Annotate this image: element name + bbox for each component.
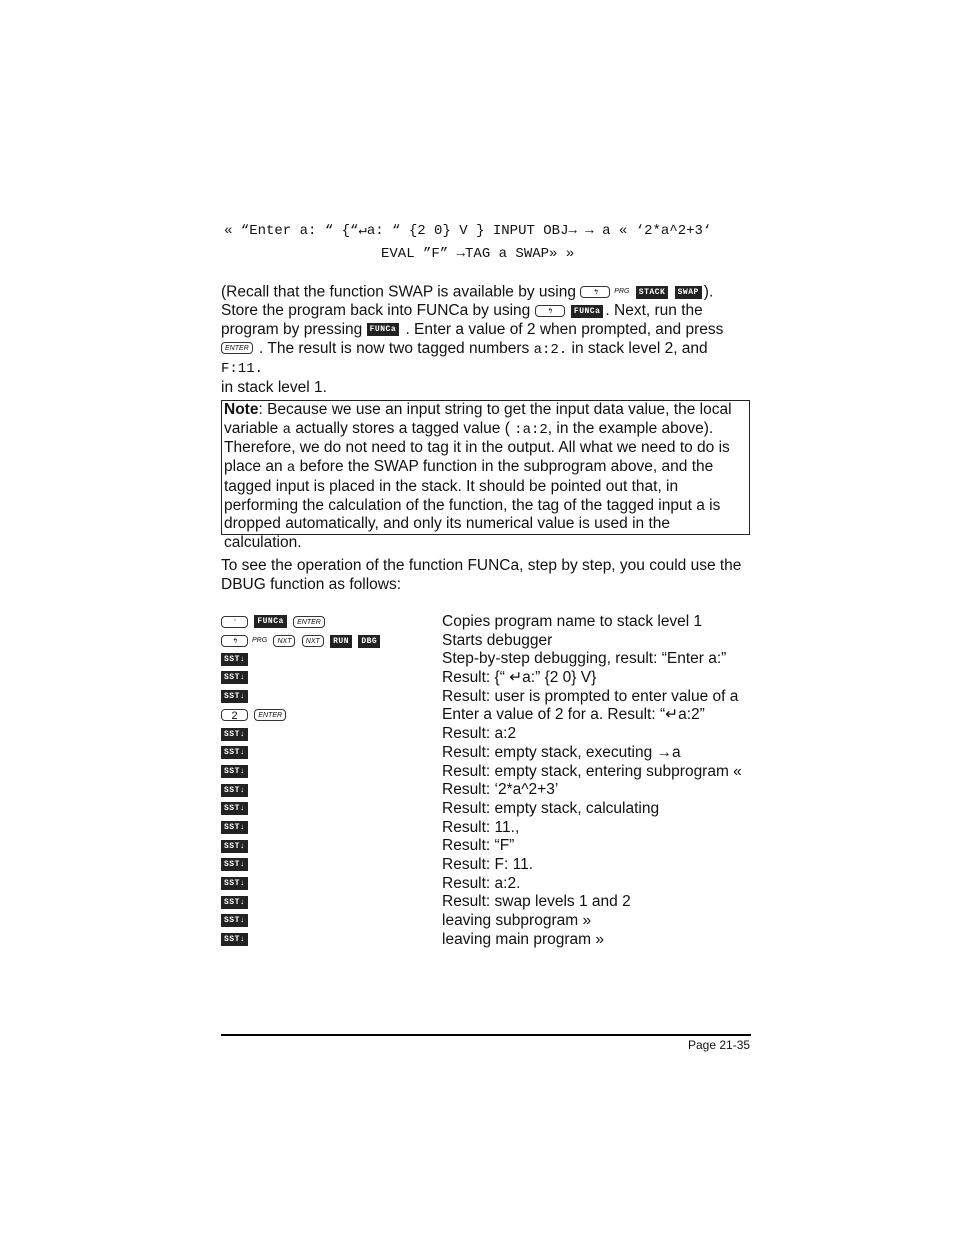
table-row	[221, 632, 761, 651]
sst-softkey-icon: SST↓	[221, 802, 248, 815]
footer-rule	[221, 1034, 751, 1036]
nxt-key-icon: NXT	[273, 635, 295, 647]
step-description: Result: user is prompted to enter value of a	[442, 687, 739, 705]
step-description: leaving main program »	[442, 930, 604, 948]
two-key-icon: 2	[221, 709, 248, 721]
inline-code: :a:2	[514, 421, 548, 438]
text: To see the operation of the function FUNCa, step by step, you could use the	[221, 557, 742, 574]
step-description: Result: empty stack, entering subprogram «	[442, 762, 742, 780]
table-row	[221, 688, 761, 707]
table-row	[221, 912, 761, 931]
table-row	[221, 669, 761, 688]
sst-softkey-icon: SST↓	[221, 933, 248, 946]
funca-softkey-icon: FUNCa	[367, 323, 400, 336]
sst-softkey-icon: SST↓	[221, 784, 248, 797]
sst-softkey-icon: SST↓	[221, 690, 248, 703]
paragraph-recall	[221, 283, 753, 398]
left-shift-key-icon: ↰	[221, 635, 248, 647]
sst-softkey-icon: SST↓	[221, 728, 248, 741]
text: . The result is now two tagged numbers	[259, 339, 530, 357]
text: Store the program back into FUNCa by using	[221, 302, 531, 320]
step-description: Result: a:2.	[442, 874, 521, 892]
text: : Because we use an input string to get the input data value, the local variable	[224, 401, 732, 437]
sst-softkey-icon: SST↓	[221, 840, 248, 853]
code-line-1: « “Enter a: “ {“↵a: “ {2 0} V } INPUT OBJ→ → a « ‘2*a^2+3‘	[224, 223, 712, 239]
code-line-2: EVAL ”F” →TAG a SWAP» »	[381, 246, 575, 262]
table-row	[221, 931, 761, 950]
step-description: Result: F: 11.	[442, 855, 534, 873]
enter-key-icon: ENTER	[254, 709, 286, 721]
step-description: Result: empty stack, calculating	[442, 799, 660, 817]
table-row	[221, 800, 761, 819]
table-row	[221, 744, 761, 763]
step-description: leaving subprogram »	[442, 912, 592, 929]
table-row	[221, 763, 761, 782]
text: program by pressing	[221, 320, 363, 338]
table-row	[221, 650, 761, 669]
text: in stack level 2, and	[571, 339, 708, 357]
sst-softkey-icon: SST↓	[221, 746, 248, 759]
step-description: Result: “F”	[442, 837, 515, 855]
note-label: Note	[224, 401, 259, 418]
keystroke-table	[221, 613, 761, 949]
dbg-softkey-icon: DBG	[358, 635, 380, 648]
sst-softkey-icon: SST↓	[221, 877, 248, 890]
prg-label: PRG	[614, 288, 630, 295]
step-description: Result: a:2	[442, 725, 517, 743]
step-description: Result: ‘2*a^2+3’	[442, 781, 559, 799]
left-shift-key-icon: ↰	[580, 286, 610, 298]
prg-label: PRG	[252, 636, 268, 644]
step-description: Result: empty stack, executing →a	[442, 743, 681, 761]
text: . Enter a value of 2 when prompted, and press	[405, 320, 724, 338]
inline-code: a	[282, 421, 291, 438]
inline-code: a	[286, 460, 296, 477]
text: ).	[703, 283, 714, 301]
inline-code: F:11.	[221, 361, 264, 378]
funca-softkey-icon: FUNCa	[571, 305, 604, 318]
run-softkey-icon: RUN	[330, 635, 352, 648]
text: DBUG function as follows:	[221, 575, 402, 593]
paragraph-intro	[221, 557, 753, 594]
table-row	[221, 725, 761, 744]
table-row	[221, 706, 761, 725]
enter-key-icon: ENTER	[293, 616, 325, 628]
text: , in the example above). Therefore, we do not need to tag it in the output. All what we need to do is place an	[224, 419, 730, 476]
sst-softkey-icon: SST↓	[221, 821, 248, 834]
quote-key-icon: '	[221, 616, 248, 628]
keystrokes	[221, 632, 382, 651]
step-description: Result: {“ ↵a:” {2 0} V}	[442, 669, 597, 687]
sst-softkey-icon: SST↓	[221, 653, 248, 666]
step-description: Starts debugger	[442, 631, 553, 649]
text: (Recall that the function SWAP is available by using	[221, 283, 576, 301]
table-row	[221, 856, 761, 875]
table-row	[221, 893, 761, 912]
sst-softkey-icon: SST↓	[221, 671, 248, 684]
step-description: Step-by-step debugging, result: “Enter a:”	[442, 650, 727, 668]
sst-softkey-icon: SST↓	[221, 858, 248, 871]
table-row	[221, 613, 761, 632]
stack-softkey-icon: STACK	[636, 286, 669, 299]
enter-key-icon: ENTER	[221, 342, 253, 354]
step-description: Copies program name to stack level 1	[442, 613, 703, 630]
table-row	[221, 819, 761, 838]
text: in stack level 1.	[221, 378, 327, 396]
step-description: Enter a value of 2 for a. Result: “↵a:2”	[442, 706, 705, 724]
left-shift-key-icon: ↰	[535, 305, 565, 317]
step-description: Result: 11.,	[442, 818, 520, 836]
table-row	[221, 781, 761, 800]
table-row	[221, 875, 761, 894]
text: before the SWAP function in the subprogram above, and the tagged input is placed in the stack. It should be pointed out that, in performing the calculation of the function, the tag of the tagged input a is dropped automatically, and only its numerical value is used in the calculation.	[224, 458, 721, 551]
funca-softkey-icon: FUNCa	[254, 615, 287, 628]
note-box	[221, 400, 750, 551]
text: . Next, run the	[605, 302, 703, 320]
keystrokes	[221, 613, 327, 632]
nxt-key-icon: NXT	[302, 635, 324, 647]
swap-softkey-icon: SWAP	[675, 286, 702, 299]
sst-softkey-icon: SST↓	[221, 765, 248, 778]
table-row	[221, 837, 761, 856]
step-description: Result: swap levels 1 and 2	[442, 893, 631, 911]
sst-softkey-icon: SST↓	[221, 896, 248, 909]
page-number: Page 21-35	[688, 1038, 751, 1052]
text: actually stores a tagged value (	[295, 419, 510, 437]
sst-softkey-icon: SST↓	[221, 914, 248, 927]
inline-code: a:2.	[533, 341, 568, 358]
